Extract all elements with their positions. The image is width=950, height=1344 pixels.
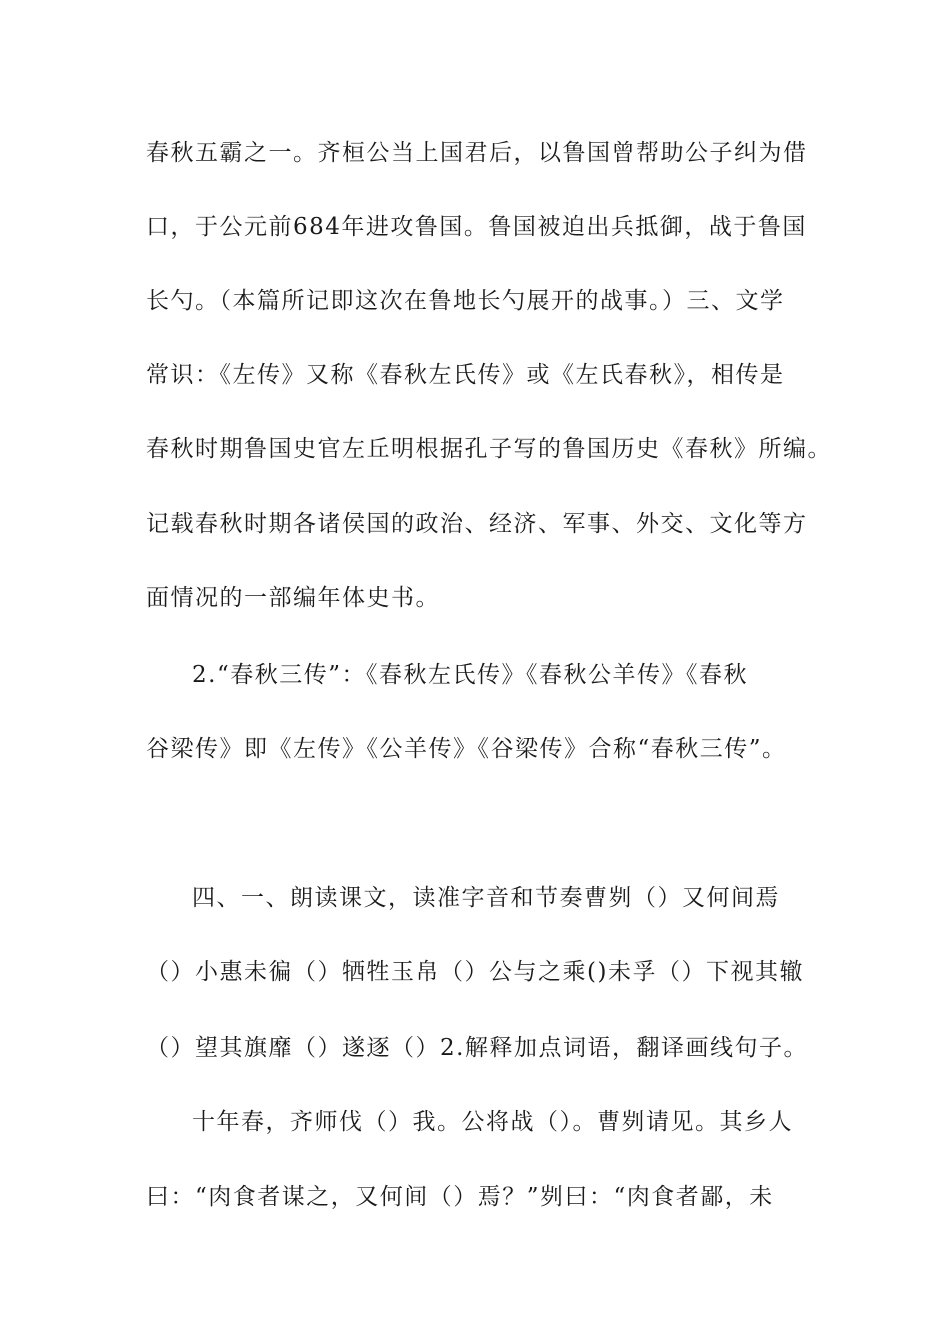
text-line: 曰：“肉食者谋之，又何间（）焉？”刿曰：“肉食者鄙，未 (146, 1184, 774, 1210)
text-line: 2.“春秋三传”：《春秋左氏传》《春秋公羊传》《春秋 (192, 662, 748, 688)
text-line: 四、一、朗读课文，读准字音和节奏曹刿（）又何间焉 (192, 885, 780, 911)
text-line: 春秋时期鲁国史官左丘明根据孔子写的鲁国历史《春秋》所编。 (146, 436, 832, 462)
text-line: 谷梁传》即《左传》《公羊传》《谷梁传》合称“春秋三传”。 (146, 736, 787, 762)
text-line: 面情况的一部编年体史书。 (146, 585, 440, 611)
text-line: （）望其旗靡（）遂逐（）2.解释加点词语，翻译画线句子。 (146, 1035, 808, 1061)
text-line: （）小惠未徧（）牺牲玉帛（）公与之乘()未孚（）下视其辙 (146, 959, 804, 985)
text-line: 常识：《左传》又称《春秋左氏传》或《左氏春秋》，相传是 (146, 362, 785, 388)
text-line: 长勺。（本篇所记即这次在鲁地长勺展开的战事。）三、文学 (146, 288, 785, 314)
text-line: 春秋五霸之一。齐桓公当上国君后，以鲁国曾帮助公子纠为借 (146, 140, 808, 166)
text-line: 十年春，齐师伐（）我。公将战（）。曹刿请见。其乡人 (192, 1109, 793, 1135)
text-line: 口，于公元前684年进攻鲁国。鲁国被迫出兵抵御，战于鲁国 (146, 214, 807, 240)
text-line: 记载春秋时期各诸侯国的政治、经济、军事、外交、文化等方 (146, 511, 808, 537)
